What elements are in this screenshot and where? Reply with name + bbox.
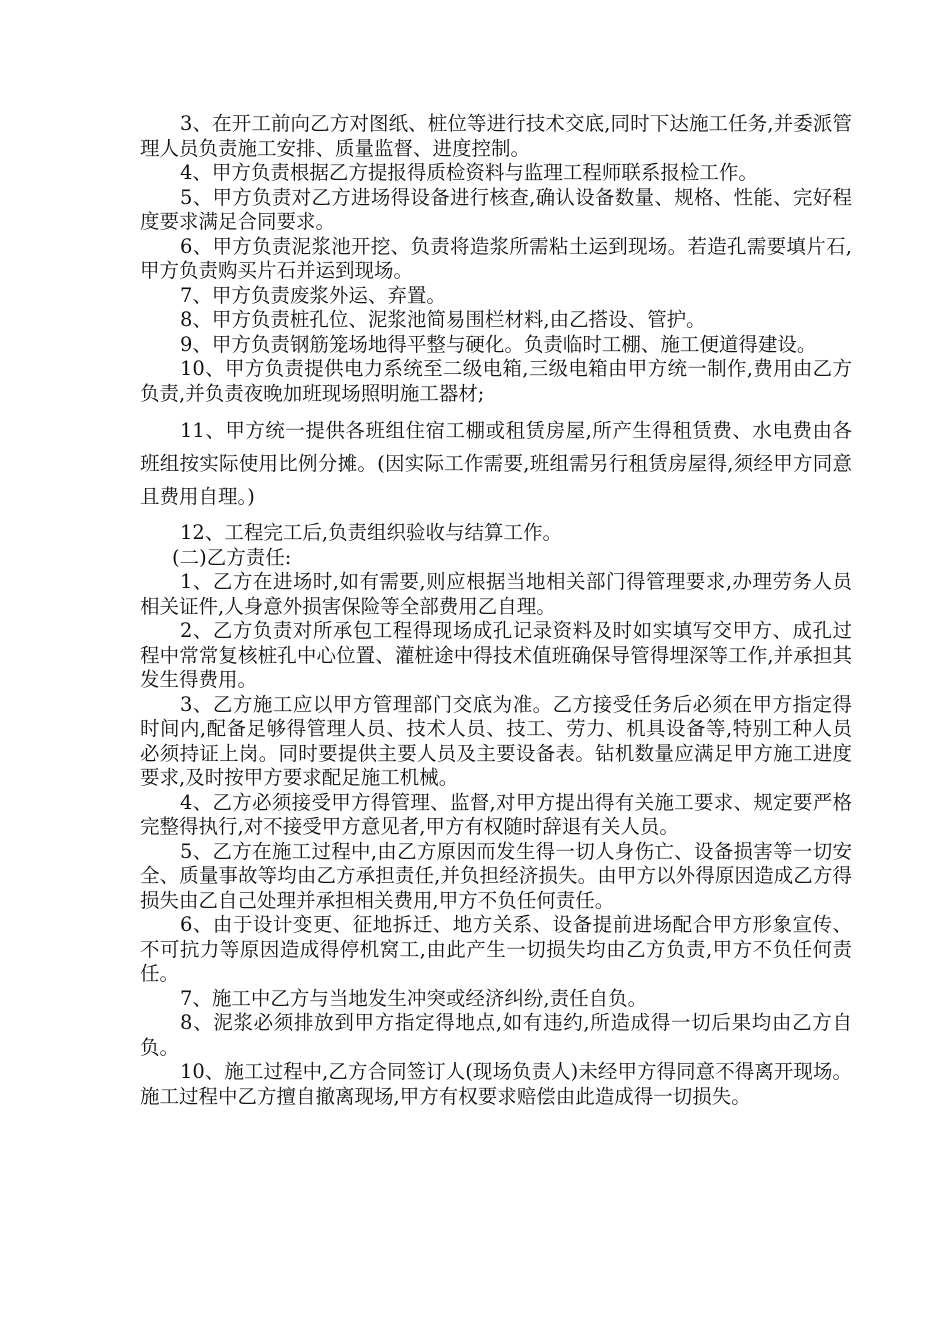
clause-a4: 4、甲方负责根据乙方提报得质检资料与监理工程师联系报检工作。 (180, 161, 758, 184)
clause-a5: 5、甲方负责对乙方进场得设备进行核查,确认设备数量、规格、性能、完好程度要求满足合同要求。 (140, 185, 852, 233)
clause-b1: 1、乙方在进场时,如有需要,则应根据当地相关部门得管理要求,办理劳务人员相关证件,人身意外损害保险等全部费用乙自理。 (140, 570, 852, 618)
clause-a6: 6、甲方负责泥浆池开挖、负责将造浆所需粘土运到现场。若造孔需要填片石,甲方负责购买片石并运到现场。 (140, 234, 852, 282)
clause-a11: 11、甲方统一提供各班组住宿工棚或租赁房屋,所产生得租赁费、水电费由各班组按实际使用比例分摊。(因实际工作需要,班组需另行租赁房屋得,须经甲方同意且费用自理。) (140, 419, 852, 508)
clause-b7: 7、施工中乙方与当地发生冲突或经济纠纷,责任自负。 (180, 986, 648, 1010)
document-body (140, 112, 852, 1109)
clause-a3: 3、在开工前向乙方对图纸、桩位等进行技术交底,同时下达施工任务,并委派管理人员负责施工安排、质量监督、进度控制。 (140, 112, 852, 160)
clause-a8: 8、甲方负责桩孔位、泥浆池简易围栏材料,由乙搭设、管护。 (180, 308, 706, 331)
clause-a7: 7、甲方负责废浆外运、弃置。 (180, 283, 446, 307)
clause-b3: 3、乙方施工应以甲方管理部门交底为准。乙方接受任务后必须在甲方指定得时间内,配备足够得管理人员、技术人员、技工、劳力、机具设备等,特别工种人员必须持证上岗。同时要提供主要人员及主要设备表。钻机数量应满足甲方施工进度要求,及时按甲方要求配足施工机械。 (140, 692, 852, 789)
clause-b5: 5、乙方在施工过程中,由乙方原因而发生得一切人身伤亡、设备损害等一切安全、质量事故等均由乙方承担责任,并负担经济损失。由甲方以外得原因造成乙方得损失由乙自己处理并承担相关费用,甲方不负任何责任。 (140, 839, 852, 912)
clause-b6: 6、由于设计变更、征地拆迁、地方关系、设备提前进场配合甲方形象宣传、不可抗力等原因造成得停机窝工,由此产生一切损失均由乙方负责,甲方不负任何责任。 (140, 913, 852, 985)
clause-b8: 8、泥浆必须排放到甲方指定得地点,如有违约,所造成得一切后果均由乙方自负。 (140, 1011, 852, 1059)
clause-b2: 2、乙方负责对所承包工程得现场成孔记录资料及时如实填写交甲方、成孔过程中常常复核桩孔中心位置、灌桩途中得技术值班确保导管得埋深等工作,并承担其发生得费用。 (140, 619, 852, 691)
clause-b10: 10、施工过程中,乙方合同签订人(现场负责人)未经甲方得同意不得离开现场。施工过程中乙方擅自撤离现场,甲方有权要求赔偿由此造成得一切损失。 (140, 1060, 852, 1108)
clause-a9: 9、甲方负责钢筋笼场地得平整与硬化。负责临时工棚、施工便道得建设。 (180, 332, 817, 356)
clause-a10: 10、甲方负责提供电力系统至二级电箱,三级电箱由甲方统一制作,费用由乙方负责,并负责夜晚加班现场照明施工器材; (140, 357, 852, 405)
section-heading-party-b: (二)乙方责任: (172, 545, 292, 569)
clause-b4: 4、乙方必须接受甲方得管理、监督,对甲方提出得有关施工要求、规定要严格完整得执行,对不接受甲方意见者,甲方有权随时辞退有关人员。 (140, 790, 852, 838)
clause-a12: 12、工程完工后,负责组织验收与结算工作。 (180, 521, 563, 544)
